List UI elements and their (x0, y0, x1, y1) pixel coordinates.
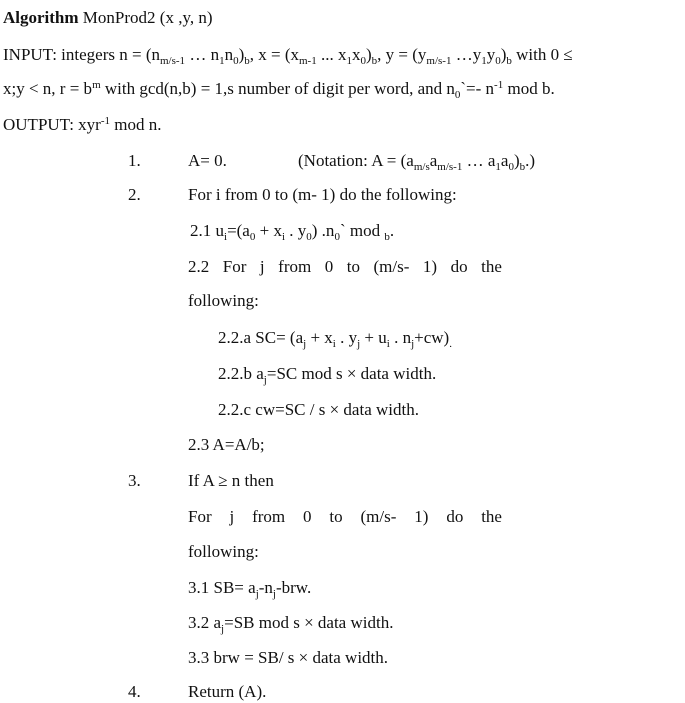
subscript: 1 (346, 55, 352, 67)
step-number: 1. (128, 151, 141, 170)
subscript: b (371, 55, 378, 67)
subscript: b (244, 55, 250, 67)
superscript: -1 (494, 79, 504, 91)
input-text: n (224, 45, 234, 64)
step-2-1 (190, 220, 394, 242)
step-3-2 (188, 612, 393, 634)
formula-part: 3.2 a (188, 613, 222, 632)
word: do (446, 507, 464, 526)
formula-part: 2.1 u (190, 221, 224, 240)
step-number: 3. (128, 471, 141, 490)
word: from (252, 507, 286, 526)
subscript: j (357, 338, 361, 350)
input-text: ) (500, 45, 507, 64)
subscript: . (449, 338, 452, 350)
notation-part: (Notation: A = (a (298, 151, 414, 170)
step-number: 2. (128, 185, 141, 204)
step-3-3: 3.3 brw = SB/ s × data width. (188, 648, 389, 667)
subscript: 1 (219, 55, 225, 67)
word: 2.2 (188, 257, 210, 276)
formula-part: ) .n (311, 221, 335, 240)
word: For (188, 507, 212, 526)
step-4-text: Return (A). (188, 682, 267, 701)
step-2-3: 2.3 A=A/b; (188, 435, 265, 454)
step-1-text: A= 0. (188, 151, 227, 170)
formula-part: ` mod (339, 221, 385, 240)
step-2-2-a (218, 327, 452, 349)
input-text: ) (365, 45, 372, 64)
word: 1) (422, 257, 438, 276)
algorithm-name: MonProd2 (x ,y, n) (82, 8, 213, 27)
formula-part: 3.1 SB= a (188, 578, 256, 597)
input-text: ... x (316, 45, 347, 64)
formula-part: 2.2.a SC= (a (218, 328, 304, 347)
formula-part: -n (258, 578, 273, 597)
subscript: b (384, 231, 390, 243)
word: 0 (324, 257, 334, 276)
subscript: 0 (454, 89, 461, 101)
subscript: b (519, 161, 526, 173)
word: do (450, 257, 468, 276)
subscript: 0 (306, 231, 312, 243)
step-2-2-line-2: following: (188, 291, 259, 310)
subscript: m/s-1 (437, 161, 463, 173)
formula-part: +cw) (414, 328, 450, 347)
step-2-2-c: 2.2.c cw=SC / s × data width. (218, 400, 419, 419)
input-text: …y (451, 45, 482, 64)
word: 0 (303, 507, 312, 526)
subscript: j (221, 623, 225, 635)
subscript: 0 (508, 161, 514, 173)
input-text: x (351, 45, 361, 64)
input-text: with 0 ≤ (511, 45, 573, 64)
word: For (222, 257, 247, 276)
notation-part: a (429, 151, 438, 170)
word: to (346, 257, 360, 276)
output-text: mod n. (110, 115, 162, 134)
input-text: … n (185, 45, 220, 64)
subscript: i (281, 231, 286, 243)
word: to (329, 507, 343, 526)
subscript: 0 (360, 55, 366, 67)
word: j (259, 257, 265, 276)
subscript: 1 (481, 55, 487, 67)
subscript: j (263, 374, 267, 386)
formula-part: . (389, 221, 395, 240)
subscript: m/s-1 (426, 55, 452, 67)
word: from (278, 257, 312, 276)
subscript: m/s-1 (160, 55, 186, 67)
subscript: i (332, 338, 336, 350)
notation-text (298, 150, 535, 172)
output-line (3, 114, 162, 136)
step-number: 4. (128, 682, 141, 701)
step-2-2-b (218, 363, 436, 385)
subscript: i (224, 231, 228, 243)
word: the (481, 257, 502, 276)
input-text: INPUT: integers n = (n (3, 45, 160, 64)
input-text: , y = (y (377, 45, 427, 64)
notation-part: … a (462, 151, 496, 170)
formula-part: + u (360, 328, 387, 347)
subscript: m/s (413, 161, 430, 173)
notation-part: a (500, 151, 509, 170)
word: (m/s- (373, 257, 410, 276)
formula-part: 2.2.b a (218, 364, 264, 383)
formula-part: + x (306, 328, 333, 347)
step-2-2-line-1 (188, 256, 502, 278)
subscript: j (272, 588, 276, 600)
word: 1) (414, 507, 429, 526)
subscript: 0 (334, 231, 340, 243)
subscript: m-1 (298, 55, 317, 67)
formula-part: + x (255, 221, 282, 240)
formula-part: . y (285, 221, 307, 240)
subscript: 0 (249, 231, 256, 243)
formula-part: -brw. (275, 578, 312, 597)
subscript: j (303, 338, 307, 350)
subscript: b (506, 55, 512, 67)
notation-part: ) (513, 151, 520, 170)
formula-part: . n (389, 328, 412, 347)
subscript: j (255, 588, 259, 600)
formula-part: . y (335, 328, 358, 347)
superscript: m (92, 79, 101, 91)
formula-part: =SC mod s × data width. (266, 364, 437, 383)
formula-part: =(a (227, 221, 250, 240)
subscript: 0 (233, 55, 239, 67)
algorithm-label: Algorithm (3, 8, 79, 27)
input-text: y (486, 45, 496, 64)
input-text: , x = (x (249, 45, 299, 64)
word: the (481, 507, 502, 526)
algorithm-title (3, 7, 213, 29)
word: (m/s- (360, 507, 397, 526)
input-line-2 (3, 78, 555, 100)
subscript: 0 (495, 55, 501, 67)
input-text: with gcd(n,b) = 1,s number of digit per word, and n (100, 79, 455, 98)
subscript: i (386, 338, 390, 350)
step-3-1 (188, 577, 311, 599)
subscript: 1 (495, 161, 501, 173)
output-text: OUTPUT: xyr (3, 115, 101, 134)
input-text: ) (238, 45, 245, 64)
notation-part: .) (525, 151, 536, 170)
step-3-for-line-2: following: (188, 542, 259, 561)
step-3-for-line-1 (188, 506, 502, 528)
step-3-text: If A ≥ n then (188, 471, 274, 490)
superscript: -1 (100, 115, 111, 127)
word: j (229, 507, 235, 526)
formula-part: =SB mod s × data width. (224, 613, 394, 632)
subscript: j (411, 338, 415, 350)
step-2-text: For i from 0 to (m- 1) do the following: (188, 185, 457, 204)
input-text: x;y < n, r = b (3, 79, 93, 98)
input-text: `=- n (460, 79, 495, 98)
input-text: mod b. (503, 79, 555, 98)
input-line-1 (3, 44, 573, 66)
